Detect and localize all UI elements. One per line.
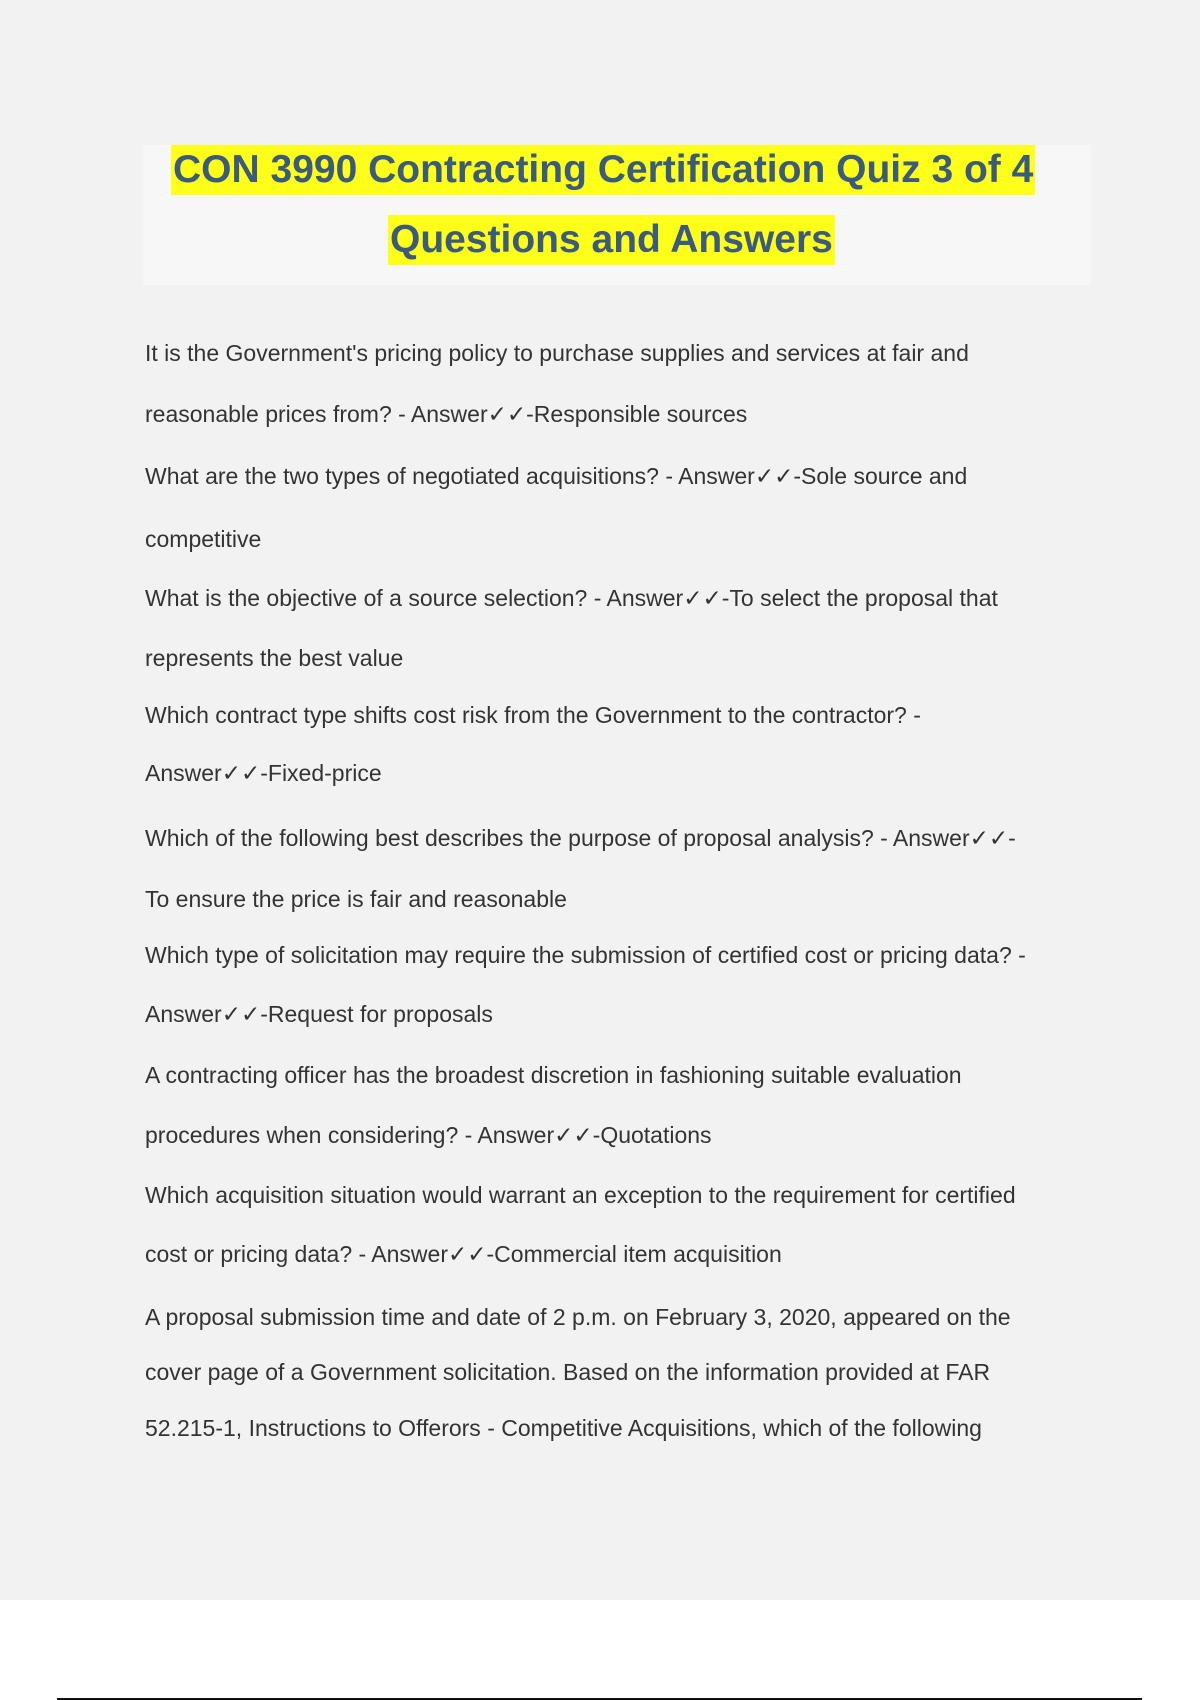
document-title-line-1: CON 3990 Contracting Certification Quiz 3 of 4 xyxy=(171,145,1035,195)
qa-line-9: Which of the following best describes the purpose of proposal analysis? - Answer✓✓- xyxy=(145,825,1016,851)
qa-line-18: cover page of a Government solicitation. Based on the information provided at FAR xyxy=(145,1359,991,1385)
qa-line-8: Answer✓✓-Fixed-price xyxy=(145,760,382,786)
qa-line-15: Which acquisition situation would warrant an exception to the requirement for certified xyxy=(145,1182,1016,1208)
qa-line-19: 52.215-1, Instructions to Offerors - Competitive Acquisitions, which of the following xyxy=(145,1415,982,1441)
qa-line-14: procedures when considering? - Answer✓✓-Quotations xyxy=(145,1122,712,1148)
qa-line-13: A contracting officer has the broadest discretion in fashioning suitable evaluation xyxy=(145,1062,962,1088)
qa-line-4: competitive xyxy=(145,526,262,552)
document-title-line-2: Questions and Answers xyxy=(388,215,835,265)
qa-line-1: It is the Government's pricing policy to purchase supplies and services at fair and xyxy=(145,340,969,366)
qa-line-16: cost or pricing data? - Answer✓✓-Commercial item acquisition xyxy=(145,1241,782,1267)
title-box xyxy=(143,145,1091,285)
qa-line-2: reasonable prices from? - Answer✓✓-Responsible sources xyxy=(145,401,748,427)
qa-line-6: represents the best value xyxy=(145,645,404,671)
qa-line-12: Answer✓✓-Request for proposals xyxy=(145,1001,493,1027)
qa-line-10: To ensure the price is fair and reasonable xyxy=(145,886,567,912)
qa-line-17: A proposal submission time and date of 2 p.m. on February 3, 2020, appeared on the xyxy=(145,1304,1011,1330)
qa-line-5: What is the objective of a source selection? - Answer✓✓-To select the proposal that xyxy=(145,585,998,611)
qa-line-3: What are the two types of negotiated acquisitions? - Answer✓✓-Sole source and xyxy=(145,463,968,489)
qa-line-11: Which type of solicitation may require the submission of certified cost or pricing data? - xyxy=(145,942,1026,968)
qa-line-7: Which contract type shifts cost risk from the Government to the contractor? - xyxy=(145,702,921,728)
